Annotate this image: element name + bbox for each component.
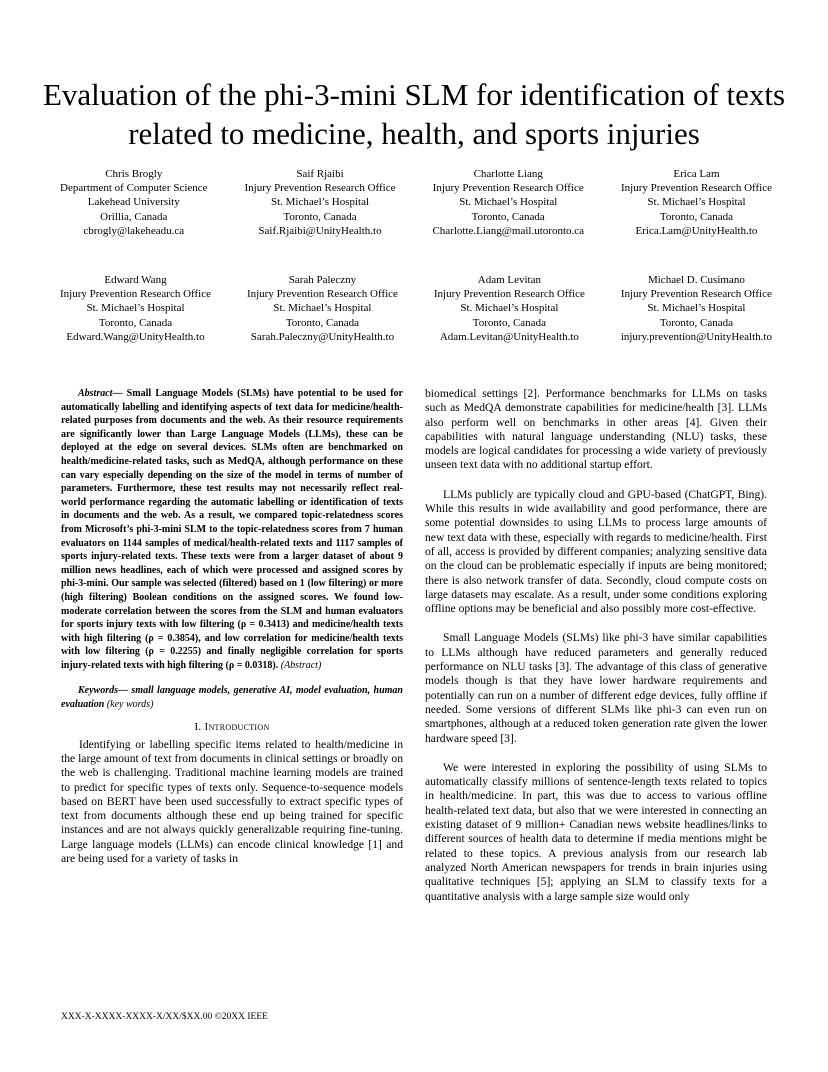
abstract	[61, 387, 403, 672]
author-email[interactable]: Edward.Wang@UnityHealth.to	[66, 330, 205, 343]
author-email[interactable]: injury.prevention@UnityHealth.to	[620, 330, 772, 343]
author-block	[60, 273, 211, 344]
author-location: Toronto, Canada	[472, 316, 546, 329]
author-name: Charlotte Liang	[473, 168, 543, 180]
author-dept: Injury Prevention Research Office	[433, 288, 585, 301]
author-org: St. Michael’s Hospital	[86, 302, 185, 315]
author-org: St. Michael’s Hospital	[459, 196, 558, 209]
author-org: St. Michael’s Hospital	[270, 196, 370, 209]
paper-title: Evaluation of the phi-3-mini SLM for identification of texts related to medicine, health, and sports injuries	[42, 77, 786, 151]
author-email[interactable]: Charlotte.Liang@mail.utoronto.ca	[432, 224, 585, 237]
author-dept: Department of Computer Science	[60, 182, 208, 195]
abstract-tag: (Abstract)	[280, 659, 322, 671]
author-dept: Injury Prevention Research Office	[620, 288, 772, 301]
intro-paragraph: Identifying or labelling specific items related to health/medicine in the large amount of text from documents in clinical settings or broadly on the web is challenging. Traditional machine learning models are trained to predict for specific types of texts only. Sequence-to-sequence models based on BERT have been used successfully to extract specific types of text from documents although these end up being trained for specific instances and are not always quickly generalizable requiring fine-tuning. Large language models (LLMs) can encode clinical knowledge [1] and are being used for a variety of tasks in	[61, 737, 403, 866]
author-dept: Injury Prevention Research Office	[620, 182, 772, 195]
author-location: Toronto, Canada	[285, 316, 360, 329]
author-block	[432, 167, 584, 238]
author-location: Toronto, Canada	[283, 210, 357, 223]
author-org: St. Michael’s Hospital	[273, 302, 372, 315]
body-paragraph: LLMs publicly are typically cloud and GPU-based (ChatGPT, Bing). While this results in wide availability and good performance, there are some potential downsides to using LLMs to process large amounts of new text data with these, especially with regards to medicine/health. First of all, access is provided by different companies; analyzing sensitive data on the cloud can be problematic especially if inputs are being monitored; there is also network transfer of data. Secondly, cloud compute costs on large datasets may escalate. As a result, under some conditions exploring offline options may be beneficial and also possibly more cost-effective.	[425, 487, 767, 616]
author-name: Erica Lam	[673, 168, 720, 180]
author-block	[245, 167, 396, 238]
author-email[interactable]: Sarah.Paleczny@UnityHealth.to	[250, 330, 395, 343]
author-location: Toronto, Canada	[471, 210, 545, 223]
author-block	[621, 167, 772, 238]
author-org: St. Michael’s Hospital	[647, 196, 746, 209]
author-dept: Injury Prevention Research Office	[246, 288, 398, 301]
author-org: St. Michael’s Hospital	[647, 302, 746, 315]
author-block	[247, 273, 398, 344]
author-email[interactable]: Erica.Lam@UnityHealth.to	[635, 224, 758, 237]
right-column	[425, 387, 767, 904]
author-location: Orillia, Canada	[100, 210, 168, 223]
author-name: Adam Levitan	[477, 274, 541, 286]
author-email[interactable]: Adam.Levitan@UnityHealth.to	[439, 330, 579, 343]
author-dept: Injury Prevention Research Office	[432, 182, 584, 195]
author-org: Lakehead University	[87, 196, 180, 209]
author-name: Sarah Paleczny	[288, 274, 357, 286]
left-column	[61, 387, 403, 866]
author-location: Toronto, Canada	[98, 316, 173, 329]
author-dept: Injury Prevention Research Office	[244, 182, 396, 195]
section-heading-introduction: I. Introduction	[194, 720, 270, 733]
author-name: Edward Wang	[104, 274, 167, 286]
author-dept: Injury Prevention Research Office	[60, 288, 211, 301]
body-paragraph: Small Language Models (SLMs) like phi-3 have similar capabilities to LLMs although have reduced parameters and generally reduced performance on NLU tasks [3]. The advantage of this class of generative models though is that they have lower hardware requirements and potentially can run on a number of different edge devices, fully offline if needed. Some versions of different SLMs like phi-3 can even run on smartphones, although at a reduced token generation rate given the lower hardware speed [3].	[425, 631, 767, 745]
keywords-body: small language models, generative AI, model evaluation, human evaluation	[61, 685, 403, 711]
body-paragraph: We were interested in exploring the possibility of using SLMs to automatically classify millions of sentence-length texts related to topics in health/medicine. In part, this was due to access to various offline health-related text data, but also that we were interested in connecting an existing dataset of 9 million+ Canadian news website headlines/links to different sources of health data to determine if media mentions might be related to these topics. A previous analysis from our research lab analyzed North American newspapers for trends in brain injuries using qualitative techniques [5]; applying an SLM to classify texts for a quantitative analysis with a large sample size would only	[425, 760, 767, 903]
author-block	[621, 273, 772, 344]
author-location: Toronto, Canada	[659, 210, 734, 223]
copyright-footer: XXX-X-XXXX-XXXX-X/XX/$XX.00 ©20XX IEEE	[61, 1012, 268, 1022]
keywords	[61, 684, 403, 711]
author-email[interactable]: Saif.Rjaibi@UnityHealth.to	[258, 224, 382, 237]
author-row-1	[60, 167, 772, 238]
author-block	[60, 167, 208, 238]
keywords-tag: (key words)	[106, 699, 154, 711]
author-org: St. Michael’s Hospital	[460, 302, 559, 315]
body-paragraph: biomedical settings [2]. Performance benchmarks for LLMs on tasks such as MedQA demonstrate capabilities for medicine/health [3]. LLMs also perform well on benchmarks in other areas [4]. Given their capabilities with natural language understanding (NLU) tasks, these models are logical candidates for processing a wide variety of previously unseen text data with no additional startup effort.	[425, 387, 767, 472]
keywords-lead: Keywords—	[78, 685, 128, 697]
author-name: Michael D. Cusimano	[647, 274, 745, 286]
abstract-body: Small Language Models (SLMs) have potential to be used for automatically labelling and identifying aspects of text data for medicine/health-related purposes from documents and the web. As their resource requirements are significantly lower than Large Language Models (LLMs), these can be deployed at the edge on several devices. SLMs often are benchmarked on health/medicine-related tasks, such as MedQA, although performance on these can vary especially depending on the size of the model in terms of number of parameters. Furthermore, these test results may not necessarily reflect real-world performance regarding the automatic labelling or identification of texts in documents and the web. As a result, we compared topic-relatedness scores from Microsoft’s phi-3-mini SLM to the topic-relatedness scores from 7 human evaluators on 1144 samples of medical/health-related texts and 1117 samples of sports injury-related texts. These texts were from a larger dataset of about 9 million news headlines, each of which were processed and assigned scores by phi-3-mini. Our sample was selected (filtered) based on 1 (low filtering) or more (high filtering) Boolean conditions on the assigned scores. We found low-moderate correlation between the scores from the SLM and human evaluators for sports injury texts with low filtering (ρ = 0.3413) and medicine/health texts with high filtering (ρ = 0.3854), and low correlation for medicine/health texts with low filtering (ρ = 0.2255) and finally negligible correlation for sports injury-related texts with high filtering (ρ = 0.0318).	[61, 388, 403, 671]
author-name: Chris Brogly	[105, 168, 163, 180]
abstract-lead: Abstract—	[78, 388, 123, 399]
author-block	[434, 273, 585, 344]
author-location: Toronto, Canada	[659, 316, 733, 329]
author-name: Saif Rjaibi	[296, 168, 344, 180]
author-row-2	[60, 273, 772, 344]
author-email[interactable]: cbrogly@lakeheadu.ca	[83, 224, 185, 237]
